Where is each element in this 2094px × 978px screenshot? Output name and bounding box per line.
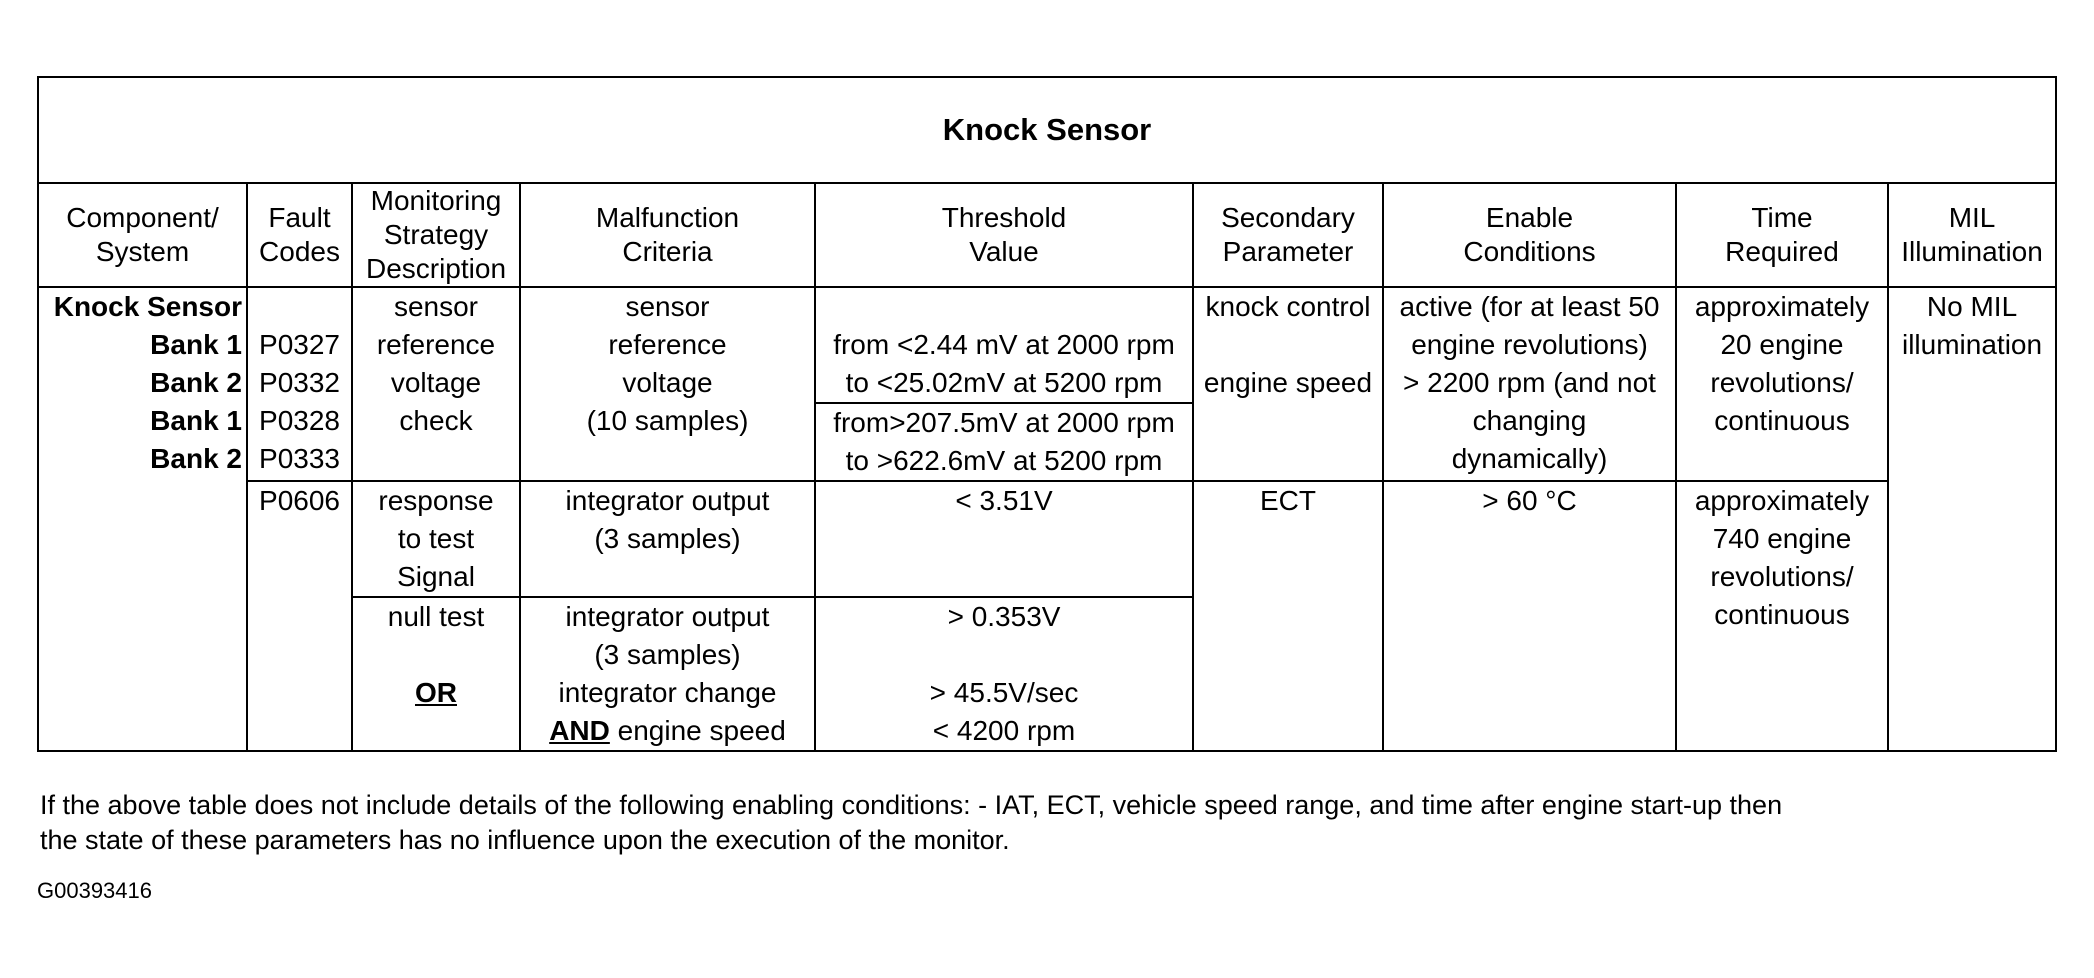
footnote: If the above table does not include details of the following enabling conditions: - IAT, ECT, vehicle speed range, and time after engine start-up then the state of these parameters has no influence upon the execution of the monitor. — [40, 790, 1783, 855]
header-fault-codes: Fault Codes — [247, 183, 352, 287]
header-component: Component/ System — [38, 183, 247, 287]
knock-sensor-table — [37, 76, 2057, 752]
header-row — [38, 183, 2056, 287]
secondary-cell: knock control engine speed — [1193, 287, 1383, 481]
monitoring-cell: sensor reference voltage check — [352, 287, 520, 481]
header-threshold: Threshold Value — [815, 183, 1193, 287]
secondary-cell: ECT — [1193, 481, 1383, 751]
threshold-cell: from <2.44 mV at 2000 rpm to <25.02mV at 5200 rpm from>207.5mV at 2000 rpm to >622.6mV at 5200 rpm — [815, 287, 1193, 481]
malfunction-cell: sensor reference voltage (10 samples) — [520, 287, 815, 481]
fault-codes-cell: P0327 P0332 P0328 P0333 — [247, 287, 352, 481]
component-cell: Knock Sensor Bank 1 Bank 2 Bank 1 Bank 2 — [38, 287, 247, 751]
time-cell: approximately 740 engine revolutions/ continuous — [1676, 481, 1888, 751]
threshold-cell: < 3.51V — [815, 481, 1193, 597]
enable-cell: > 60 °C — [1383, 481, 1676, 751]
header-enable: Enable Conditions — [1383, 183, 1676, 287]
header-malfunction: Malfunction Criteria — [520, 183, 815, 287]
table-title: Knock Sensor — [38, 77, 2056, 183]
header-monitoring: Monitoring Strategy Description — [352, 183, 520, 287]
fault-code-cell: P0606 — [247, 481, 352, 751]
header-secondary: Secondary Parameter — [1193, 183, 1383, 287]
enable-cell: active (for at least 50 engine revolutions) > 2200 rpm (and not changing dynamically) — [1383, 287, 1676, 481]
malfunction-cell: integrator output (3 samples) — [520, 481, 815, 597]
monitoring-cell: response to test Signal — [352, 481, 520, 597]
monitoring-cell: null test OR — [352, 597, 520, 751]
table-row — [38, 481, 2056, 597]
mil-cell: No MIL illumination — [1888, 287, 2056, 751]
time-cell: approximately 20 engine revolutions/ continuous — [1676, 287, 1888, 481]
malfunction-cell: integrator output (3 samples) integrator change AND engine speed — [520, 597, 815, 751]
header-mil: MIL Illumination — [1888, 183, 2056, 287]
header-time: Time Required — [1676, 183, 1888, 287]
table-row — [38, 287, 2056, 481]
image-id: G00393416 — [37, 878, 152, 903]
threshold-cell: > 0.353V > 45.5V/sec < 4200 rpm — [815, 597, 1193, 751]
